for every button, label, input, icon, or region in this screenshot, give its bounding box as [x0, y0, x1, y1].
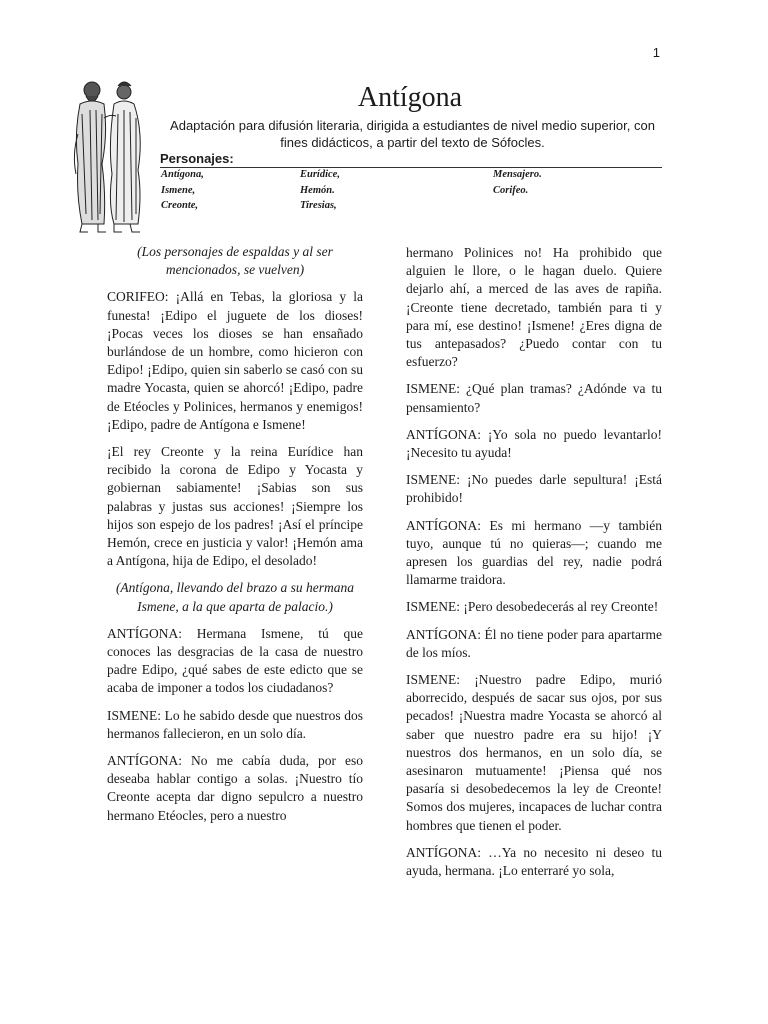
dialogue-paragraph: ISMENE: Lo he sabido desde que nuestros dos hermanos fallecieron, en un solo día. — [107, 707, 363, 741]
personajes-heading: Personajes: — [160, 151, 234, 166]
dialogue-paragraph: ANTÍGONA: No me cabía duda, por eso deseaba hablar contigo a solas. ¡Nuestro tío Creonte acepta dar digno sepulcro a nuestro hermano Etéocles, pero a nuestro — [107, 753, 363, 823]
character-name: Creonte, — [161, 200, 199, 211]
stage-direction: (Antígona, llevando del brazo a su hermana Ismene, a la que aparta de palacio.) — [115, 580, 355, 614]
character-name: Antígona, — [161, 169, 204, 180]
document-title: Antígona — [357, 82, 463, 113]
character-name: Mensajero. — [493, 169, 542, 180]
dialogue-paragraph: ANTÍGONA: Es mi hermano —y también tuyo, aunque tú no quieras—; cuando me apresen los guardias del rey, nadie podrá llamarme traidora. — [406, 517, 662, 588]
dialogue-paragraph: ANTÍGONA: Él no tiene poder para apartarme de los míos. — [406, 626, 662, 660]
document-subtitle: Adaptación para difusión literaria, dirigida a estudiantes de nivel medio superior, con fines didácticos, a partir del texto de Sófocles. — [170, 118, 655, 150]
right-text-column — [406, 244, 662, 889]
stage-direction: (Los personajes de espaldas y al ser mencionados, se vuelven) — [137, 244, 333, 278]
character-name: Hemón. — [300, 185, 335, 196]
character-name: Ismene, — [161, 185, 196, 196]
character-name: Corifeo. — [493, 185, 529, 196]
character-name: Eurídice, — [300, 169, 340, 180]
dialogue-paragraph: ISMENE: ¡Nuestro padre Edipo, murió aborrecido, después de sacar sus ojos, por sus pecados! ¡Nuestra madre Yocasta se ahorcó al saber que nuestro padre era su hijo! ¡Y nuestros dos hermanos, en un solo día, se asesinaron mutuamente! ¡Piensa qué nos pasaría si desobedecemos la ley de Creonte! Somos dos mujeres, incapaces de luchar contra hombres que tienen el poder. — [406, 672, 662, 833]
dialogue-paragraph: ISMENE: ¿Qué plan tramas? ¿Adónde va tu pensamiento? — [406, 381, 662, 415]
personajes-divider — [160, 167, 662, 168]
dialogue-paragraph: hermano Polinices no! Ha prohibido que alguien le llore, o le hagan duelo. Quiere dejarlo ahí, a merced de las aves de rapiña. ¡Creonte tiene decretado, también para ti y para mí, ese destino! ¡Ismene! ¿Eres digna de tus antepasados? ¿Puedo contar con tu esfuerzo? — [406, 245, 662, 370]
dialogue-paragraph: ¡El rey Creonte y la reina Eurídice han recibido la corona de Edipo y Yocasta y gobiernan sabiamente! ¡Sabias son sus palabras y justas sus acciones! ¡Siempre los hijos son espejo de los padres! ¡Así el príncipe Hemón, crece en justicia y valor! ¡Hemón ama a Antígona, hija de Edipo, el desolado! — [107, 444, 363, 569]
dialogue-paragraph: ANTÍGONA: Hermana Ismene, tú que conoces las desgracias de la casa de nuestro padre Edipo, ¿qué sabes de este edicto que se acaba de imponer a todos los ciudadanos? — [107, 625, 363, 696]
page-number: 1 — [652, 45, 660, 60]
dialogue-paragraph: ANTÍGONA: …Ya no necesito ni deseo tu ayuda, hermana. ¡Lo enterraré yo sola, — [406, 844, 662, 879]
dialogue-paragraph: ISMENE: ¡No puedes darle sepultura! ¡Está prohibido! — [406, 472, 662, 506]
character-name: Tiresias, — [300, 200, 337, 211]
greek-figures-illustration — [64, 74, 154, 236]
dialogue-paragraph: ANTÍGONA: ¡Yo sola no puedo levantarlo! ¡Necesito tu ayuda! — [406, 426, 662, 461]
dialogue-paragraph: ISMENE: ¡Pero desobedecerás al rey Creonte! — [406, 599, 659, 615]
left-text-column — [107, 243, 363, 834]
dialogue-paragraph: CORIFEO: ¡Allá en Tebas, la gloriosa y la funesta! ¡Edipo el juguete de los dioses! ¡Pocas veces los dioses se han ensañado burlándose de un hombre, como hicieron con Edipo! ¡Edipo, quien sin saberlo se casó con su madre Yocasta, quien se ahorcó! ¡Edipo, padre de Etéocles y Polinices, hermanos y enemigos! ¡Edipo, padre de Antígona e Ismene! — [107, 289, 363, 432]
